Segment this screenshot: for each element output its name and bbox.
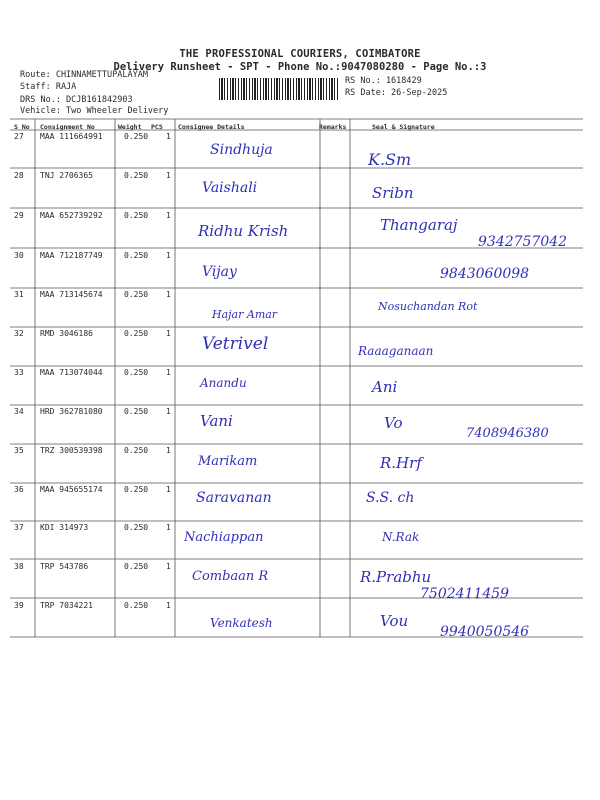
handwritten-consignee: Marikam	[198, 454, 258, 469]
handwritten-phone: 7408946380	[466, 426, 549, 441]
row-weight: 0.250	[124, 601, 149, 610]
row-sno: 39	[14, 601, 24, 610]
row-weight: 0.250	[124, 211, 149, 220]
handwritten-consignee: Vaishali	[202, 180, 258, 196]
row-pcs: 1	[166, 562, 171, 571]
row-pcs: 1	[166, 523, 171, 532]
handwritten-consignee: Ridhu Krish	[198, 222, 289, 240]
row-weight: 0.250	[124, 368, 149, 377]
handwritten-signature: S.S. ch	[366, 490, 415, 506]
handwritten-signature: R.Hrf	[380, 454, 422, 472]
runsheet-subtitle: Delivery Runsheet - SPT - Phone No.:9047080280 - Page No.:3	[113, 61, 487, 73]
handwritten-phone: 7502411459	[420, 586, 510, 602]
row-weight: 0.250	[124, 407, 149, 416]
row-sno: 30	[14, 251, 24, 260]
col-header-consignee: Consignee Details	[178, 123, 245, 131]
row-consignment-no: HRD 362781080	[40, 407, 103, 416]
row-sno: 38	[14, 562, 24, 571]
handwritten-signature: Thangaraj	[380, 216, 458, 234]
row-weight: 0.250	[124, 329, 149, 338]
rs-number: RS No.: 1618429	[345, 76, 422, 86]
row-consignment-no: RMD 3046186	[40, 329, 93, 338]
row-sno: 28	[14, 171, 24, 180]
row-weight: 0.250	[124, 562, 149, 571]
courier-company-title: THE PROFESSIONAL COURIERS, COIMBATORE	[179, 48, 421, 60]
row-weight: 0.250	[124, 290, 149, 299]
handwritten-signature: Nosuchandan Rot	[378, 300, 478, 313]
col-header-consignment: Consignment No	[40, 123, 95, 131]
col-header-weight: Weight	[118, 123, 142, 131]
handwritten-signature: K.Sm	[368, 150, 412, 169]
row-sno: 34	[14, 407, 24, 416]
row-pcs: 1	[166, 446, 171, 455]
row-pcs: 1	[166, 485, 171, 494]
handwritten-consignee: Sindhuja	[210, 142, 273, 158]
col-header-pcs: PCS	[151, 123, 163, 131]
row-sno: 27	[14, 132, 24, 141]
row-weight: 0.250	[124, 251, 149, 260]
handwritten-consignee: Hajar Amar	[212, 308, 278, 321]
row-sno: 32	[14, 329, 24, 338]
handwritten-consignee: Venkatesh	[210, 616, 273, 630]
handwritten-phone: 9843060098	[440, 266, 530, 282]
handwritten-consignee: Vetrivel	[202, 334, 269, 354]
vehicle-label: Vehicle: Two Wheeler Delivery	[20, 106, 169, 116]
row-sno: 37	[14, 523, 24, 532]
handwritten-signature: Vou	[380, 612, 409, 630]
row-sno: 29	[14, 211, 24, 220]
col-header-remarks: Remarks	[319, 123, 347, 131]
handwritten-signature: N.Rak	[382, 530, 420, 544]
row-consignment-no: TRZ 300539398	[40, 446, 103, 455]
row-sno: 36	[14, 485, 24, 494]
row-weight: 0.250	[124, 132, 149, 141]
col-header-sno: S No	[14, 123, 30, 131]
col-header-signature: Seal & Signature	[372, 123, 435, 131]
row-consignment-no: MAA 713074044	[40, 368, 103, 377]
row-sno: 31	[14, 290, 24, 299]
row-sno: 33	[14, 368, 24, 377]
handwritten-signature: R.Prabhu	[360, 568, 432, 586]
row-pcs: 1	[166, 329, 171, 338]
row-weight: 0.250	[124, 485, 149, 494]
row-sno: 35	[14, 446, 24, 455]
row-weight: 0.250	[124, 171, 149, 180]
row-weight: 0.250	[124, 446, 149, 455]
rs-date: RS Date: 26-Sep-2025	[345, 88, 448, 98]
handwritten-consignee: Saravanan	[196, 490, 272, 506]
route-label: Route: CHINNAMETTUPALAYAM	[20, 70, 148, 80]
row-consignment-no: TRP 7034221	[40, 601, 93, 610]
row-pcs: 1	[166, 132, 171, 141]
row-pcs: 1	[166, 171, 171, 180]
handwritten-signature: Sribn	[372, 184, 414, 202]
row-pcs: 1	[166, 251, 171, 260]
handwritten-consignee: Anandu	[200, 376, 247, 390]
row-consignment-no: TRP 543786	[40, 562, 89, 571]
row-pcs: 1	[166, 211, 171, 220]
row-consignment-no: MAA 712187749	[40, 251, 103, 260]
row-pcs: 1	[166, 290, 171, 299]
handwritten-consignee: Vijay	[202, 264, 237, 280]
handwritten-signature: Raaaganaan	[358, 344, 434, 358]
handwritten-signature: Vo	[384, 414, 403, 432]
row-consignment-no: TNJ 2706365	[40, 171, 93, 180]
row-pcs: 1	[166, 368, 171, 377]
row-consignment-no: KDI 314973	[40, 523, 89, 532]
handwritten-phone: 9342757042	[478, 234, 568, 250]
handwritten-phone: 9940050546	[440, 624, 530, 640]
staff-label: Staff: RAJA	[20, 82, 77, 92]
handwritten-consignee: Combaan R	[192, 569, 269, 584]
row-consignment-no: MAA 945655174	[40, 485, 103, 494]
row-weight: 0.250	[124, 523, 149, 532]
handwritten-consignee: Vani	[200, 412, 233, 430]
drs-number: DRS No.: DCJB161842903	[20, 95, 133, 105]
handwritten-signature: Ani	[372, 378, 398, 396]
row-pcs: 1	[166, 601, 171, 610]
row-pcs: 1	[166, 407, 171, 416]
handwritten-consignee: Nachiappan	[184, 530, 264, 545]
row-consignment-no: MAA 111664991	[40, 132, 103, 141]
row-consignment-no: MAA 652739292	[40, 211, 103, 220]
row-consignment-no: MAA 713145674	[40, 290, 103, 299]
